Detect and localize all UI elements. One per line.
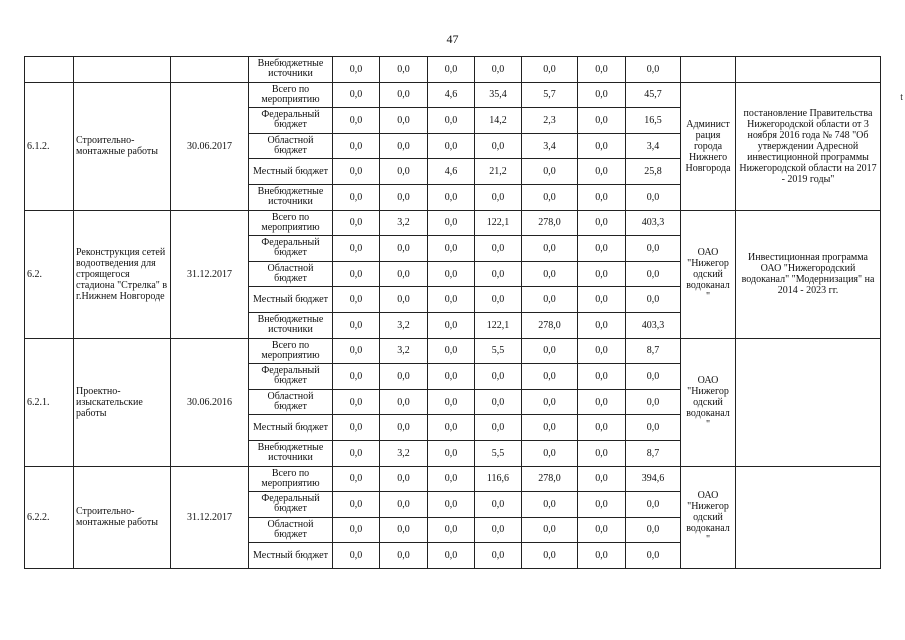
value-cell: 0,0 — [333, 57, 380, 83]
value-cell: 2,3 — [522, 108, 578, 134]
responsible-executor: ОАО "Нижегор одский водоканал " — [681, 466, 736, 568]
value-cell: 0,0 — [578, 236, 626, 262]
value-cell: 0,0 — [578, 261, 626, 287]
value-cell: 0,0 — [626, 287, 681, 313]
value-cell: 0,0 — [578, 389, 626, 415]
value-cell: 0,0 — [428, 517, 475, 543]
value-cell: 0,0 — [578, 312, 626, 338]
responsible-executor: ОАО "Нижегор одский водоканал " — [681, 210, 736, 338]
value-cell: 403,3 — [626, 210, 681, 236]
value-cell: 0,0 — [428, 210, 475, 236]
value-cell: 0,0 — [428, 312, 475, 338]
funding-source: Всего по мероприятию — [249, 338, 333, 364]
value-cell: 4,6 — [428, 159, 475, 185]
value-cell: 0,0 — [333, 210, 380, 236]
value-cell: 0,0 — [428, 466, 475, 492]
funding-source: Областной бюджет — [249, 389, 333, 415]
value-cell: 0,0 — [428, 236, 475, 262]
empty-cell — [736, 57, 881, 83]
funding-source: Всего по мероприятию — [249, 466, 333, 492]
value-cell: 0,0 — [333, 108, 380, 134]
funding-source: Внебюджетные источники — [249, 184, 333, 210]
item-name: Реконструкция сетей водоотведения для строящегося стадиона "Стрелка" в г.Нижнем Новгороде — [74, 210, 171, 338]
value-cell: 0,0 — [578, 82, 626, 108]
value-cell: 278,0 — [522, 466, 578, 492]
value-cell: 0,0 — [578, 440, 626, 466]
value-cell: 0,0 — [428, 440, 475, 466]
value-cell: 0,0 — [380, 415, 428, 441]
value-cell: 0,0 — [522, 389, 578, 415]
value-cell: 0,0 — [578, 466, 626, 492]
value-cell: 0,0 — [380, 82, 428, 108]
value-cell: 0,0 — [333, 133, 380, 159]
value-cell: 0,0 — [626, 415, 681, 441]
value-cell: 0,0 — [626, 543, 681, 569]
value-cell: 5,5 — [475, 338, 522, 364]
value-cell: 0,0 — [626, 492, 681, 518]
value-cell: 0,0 — [428, 287, 475, 313]
value-cell: 3,2 — [380, 312, 428, 338]
value-cell: 0,0 — [578, 338, 626, 364]
value-cell: 0,0 — [380, 236, 428, 262]
funding-source: Областной бюджет — [249, 133, 333, 159]
funding-source: Местный бюджет — [249, 415, 333, 441]
value-cell: 0,0 — [578, 517, 626, 543]
value-cell: 0,0 — [475, 236, 522, 262]
funding-source: Федеральный бюджет — [249, 236, 333, 262]
funding-source: Внебюджетные источники — [249, 312, 333, 338]
funding-source: Местный бюджет — [249, 543, 333, 569]
value-cell: 0,0 — [475, 133, 522, 159]
value-cell: 16,5 — [626, 108, 681, 134]
empty-cell — [74, 57, 171, 83]
item-number: 6.2.1. — [25, 338, 74, 466]
funding-source: Местный бюджет — [249, 287, 333, 313]
value-cell: 3,2 — [380, 338, 428, 364]
value-cell: 21,2 — [475, 159, 522, 185]
value-cell: 0,0 — [578, 210, 626, 236]
value-cell: 122,1 — [475, 210, 522, 236]
value-cell: 0,0 — [428, 415, 475, 441]
legal-basis: постановление Правительства Нижегородской области от 3 ноября 2016 года № 748 "Об утверждении Адресной инвестиционной программы Нижегородской области на 2017 - 2019 годы" — [736, 82, 881, 210]
value-cell: 0,0 — [333, 82, 380, 108]
value-cell: 3,4 — [626, 133, 681, 159]
value-cell: 0,0 — [380, 364, 428, 390]
item-number: 6.1.2. — [25, 82, 74, 210]
item-date: 31.12.2017 — [171, 466, 249, 568]
value-cell: 0,0 — [475, 389, 522, 415]
budget-table — [24, 56, 881, 569]
value-cell: 0,0 — [380, 287, 428, 313]
value-cell: 35,4 — [475, 82, 522, 108]
table-row — [25, 57, 881, 83]
responsible-executor: Админист рация города Нижнего Новгорода — [681, 82, 736, 210]
value-cell: 0,0 — [522, 338, 578, 364]
value-cell: 0,0 — [475, 287, 522, 313]
value-cell: 14,2 — [475, 108, 522, 134]
funding-source: Областной бюджет — [249, 517, 333, 543]
responsible-executor: ОАО "Нижегор одский водоканал " — [681, 338, 736, 466]
value-cell: 0,0 — [475, 364, 522, 390]
value-cell: 0,0 — [578, 287, 626, 313]
value-cell: 0,0 — [333, 159, 380, 185]
value-cell: 0,0 — [522, 364, 578, 390]
value-cell: 116,6 — [475, 466, 522, 492]
table-row — [25, 210, 881, 236]
page-number: 47 — [446, 32, 459, 46]
value-cell: 0,0 — [380, 517, 428, 543]
funding-source: Внебюджетные источники — [249, 440, 333, 466]
value-cell: 0,0 — [333, 389, 380, 415]
value-cell: 0,0 — [380, 466, 428, 492]
funding-source: Внебюджетные источники — [249, 57, 333, 83]
value-cell: 5,5 — [475, 440, 522, 466]
value-cell: 0,0 — [475, 517, 522, 543]
value-cell: 0,0 — [333, 364, 380, 390]
value-cell: 0,0 — [522, 440, 578, 466]
value-cell: 8,7 — [626, 338, 681, 364]
value-cell: 0,0 — [333, 492, 380, 518]
value-cell: 0,0 — [380, 184, 428, 210]
value-cell: 0,0 — [626, 517, 681, 543]
value-cell: 403,3 — [626, 312, 681, 338]
value-cell: 0,0 — [578, 492, 626, 518]
item-date: 31.12.2017 — [171, 210, 249, 338]
value-cell: 3,2 — [380, 440, 428, 466]
legal-basis — [736, 466, 881, 568]
value-cell: 0,0 — [626, 236, 681, 262]
value-cell: 0,0 — [522, 184, 578, 210]
value-cell: 0,0 — [428, 543, 475, 569]
value-cell: 0,0 — [333, 312, 380, 338]
value-cell: 0,0 — [475, 415, 522, 441]
value-cell: 0,0 — [428, 133, 475, 159]
funding-source: Федеральный бюджет — [249, 108, 333, 134]
value-cell: 0,0 — [380, 108, 428, 134]
value-cell: 4,6 — [428, 82, 475, 108]
value-cell: 0,0 — [522, 492, 578, 518]
value-cell: 8,7 — [626, 440, 681, 466]
value-cell: 0,0 — [475, 492, 522, 518]
value-cell: 0,0 — [578, 364, 626, 390]
value-cell: 0,0 — [428, 261, 475, 287]
value-cell: 0,0 — [522, 543, 578, 569]
value-cell: 278,0 — [522, 210, 578, 236]
funding-source: Всего по мероприятию — [249, 210, 333, 236]
value-cell: 0,0 — [522, 159, 578, 185]
value-cell: 0,0 — [578, 133, 626, 159]
item-name: Строительно-монтажные работы — [74, 466, 171, 568]
value-cell: 25,8 — [626, 159, 681, 185]
value-cell: 0,0 — [333, 287, 380, 313]
value-cell: 0,0 — [522, 287, 578, 313]
value-cell: 0,0 — [475, 57, 522, 83]
value-cell: 0,0 — [626, 389, 681, 415]
value-cell: 394,6 — [626, 466, 681, 492]
item-date: 30.06.2017 — [171, 82, 249, 210]
value-cell: 0,0 — [333, 261, 380, 287]
funding-source: Областной бюджет — [249, 261, 333, 287]
value-cell: 0,0 — [475, 184, 522, 210]
value-cell: 0,0 — [380, 159, 428, 185]
value-cell: 0,0 — [578, 57, 626, 83]
value-cell: 0,0 — [380, 57, 428, 83]
edge-mark: t — [900, 92, 903, 103]
table-body — [25, 57, 881, 569]
item-date: 30.06.2016 — [171, 338, 249, 466]
empty-cell — [25, 57, 74, 83]
value-cell: 0,0 — [475, 543, 522, 569]
value-cell: 3,2 — [380, 210, 428, 236]
value-cell: 0,0 — [428, 389, 475, 415]
value-cell: 0,0 — [626, 57, 681, 83]
value-cell: 0,0 — [578, 184, 626, 210]
value-cell: 0,0 — [522, 57, 578, 83]
value-cell: 3,4 — [522, 133, 578, 159]
value-cell: 0,0 — [626, 261, 681, 287]
value-cell: 278,0 — [522, 312, 578, 338]
value-cell: 45,7 — [626, 82, 681, 108]
item-name: Проектно-изыскательские работы — [74, 338, 171, 466]
empty-cell — [681, 57, 736, 83]
value-cell: 0,0 — [380, 133, 428, 159]
value-cell: 0,0 — [333, 184, 380, 210]
funding-source: Федеральный бюджет — [249, 492, 333, 518]
legal-basis — [736, 338, 881, 466]
value-cell: 0,0 — [428, 108, 475, 134]
value-cell: 0,0 — [626, 364, 681, 390]
table-row — [25, 82, 881, 108]
value-cell: 0,0 — [428, 364, 475, 390]
value-cell: 0,0 — [578, 159, 626, 185]
value-cell: 0,0 — [333, 236, 380, 262]
value-cell: 0,0 — [578, 108, 626, 134]
value-cell: 0,0 — [578, 415, 626, 441]
value-cell: 0,0 — [522, 236, 578, 262]
value-cell: 0,0 — [380, 261, 428, 287]
value-cell: 0,0 — [428, 184, 475, 210]
value-cell: 0,0 — [428, 57, 475, 83]
value-cell: 0,0 — [428, 338, 475, 364]
value-cell: 0,0 — [522, 415, 578, 441]
item-number: 6.2.2. — [25, 466, 74, 568]
value-cell: 0,0 — [380, 543, 428, 569]
value-cell: 0,0 — [333, 338, 380, 364]
value-cell: 0,0 — [578, 543, 626, 569]
funding-source: Местный бюджет — [249, 159, 333, 185]
value-cell: 0,0 — [333, 415, 380, 441]
table-row — [25, 466, 881, 492]
value-cell: 0,0 — [522, 261, 578, 287]
value-cell: 0,0 — [428, 492, 475, 518]
value-cell: 0,0 — [522, 517, 578, 543]
empty-cell — [171, 57, 249, 83]
value-cell: 0,0 — [380, 389, 428, 415]
value-cell: 0,0 — [626, 184, 681, 210]
funding-source: Федеральный бюджет — [249, 364, 333, 390]
table-row — [25, 338, 881, 364]
legal-basis: Инвестиционная программа ОАО "Нижегородский водоканал" "Модернизация" на 2014 - 2023 гг. — [736, 210, 881, 338]
value-cell: 5,7 — [522, 82, 578, 108]
value-cell: 0,0 — [333, 517, 380, 543]
item-number: 6.2. — [25, 210, 74, 338]
value-cell: 0,0 — [333, 466, 380, 492]
value-cell: 122,1 — [475, 312, 522, 338]
value-cell: 0,0 — [333, 440, 380, 466]
funding-source: Всего по мероприятию — [249, 82, 333, 108]
item-name: Строительно-монтажные работы — [74, 82, 171, 210]
value-cell: 0,0 — [380, 492, 428, 518]
value-cell: 0,0 — [475, 261, 522, 287]
value-cell: 0,0 — [333, 543, 380, 569]
